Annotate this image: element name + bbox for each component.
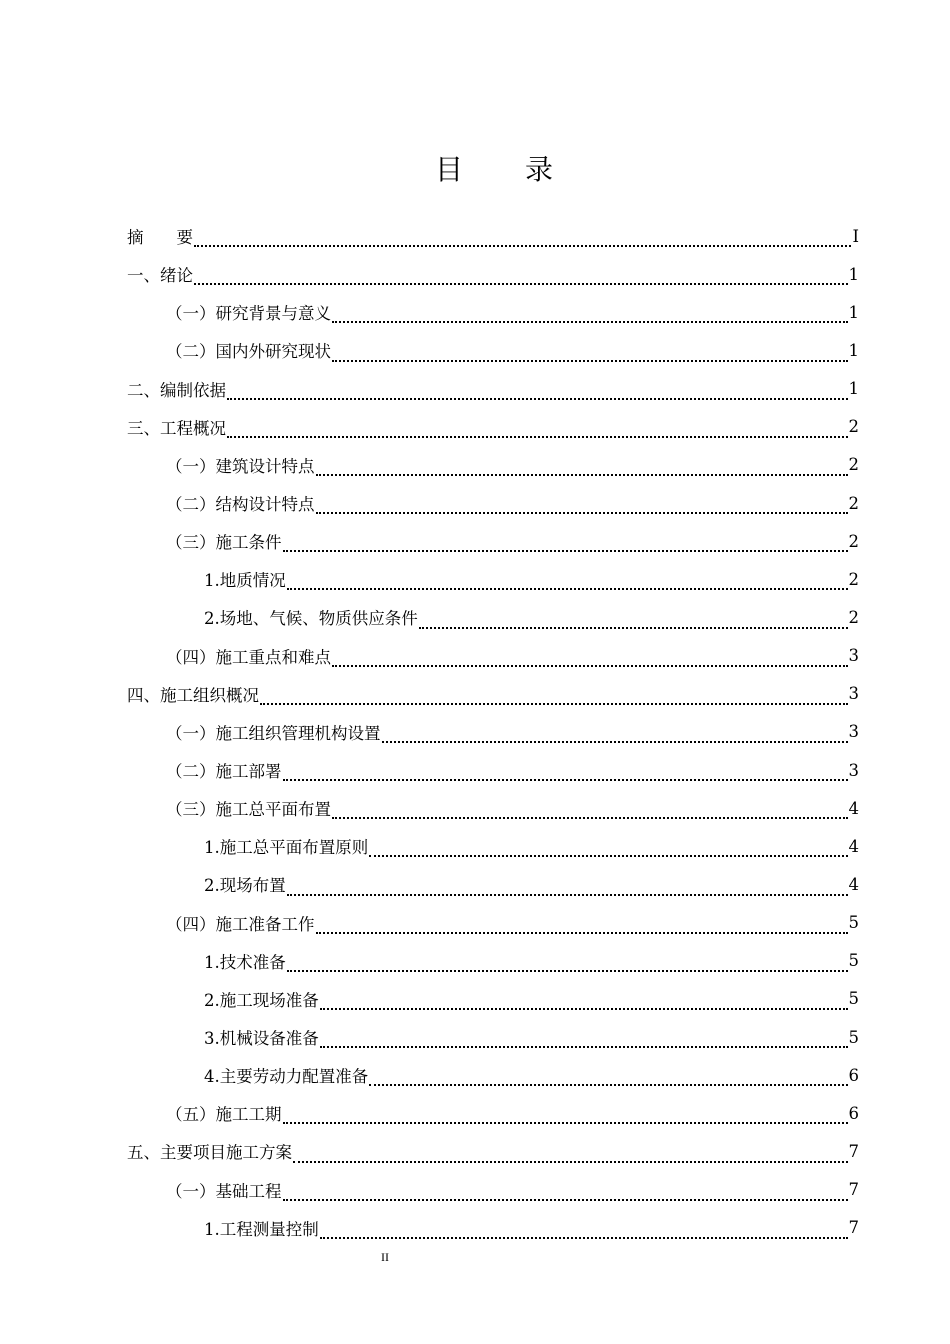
toc-entry-label: 一、绪论	[127, 266, 193, 286]
toc-dot-leader	[194, 259, 848, 285]
toc-entry[interactable]	[0, 637, 950, 675]
toc-entry-label: 四、施工组织概况	[127, 685, 259, 705]
toc-entry-label: （四）施工重点和难点	[166, 647, 331, 667]
toc-entry[interactable]	[0, 1056, 950, 1094]
toc-dot-leader	[287, 564, 848, 590]
toc-dot-leader	[260, 679, 848, 705]
toc-entry-label: （二）结构设计特点	[166, 495, 315, 515]
toc-dot-leader	[316, 488, 848, 514]
toc-entry-label: 摘 要	[127, 228, 193, 248]
toc-entry-label: （一）基础工程	[166, 1181, 282, 1201]
toc-entry-page-number: 2	[848, 455, 859, 475]
toc-entry[interactable]	[0, 1094, 950, 1132]
toc-dot-leader	[287, 870, 848, 896]
toc-entry-label: 1.施工总平面布置原则	[204, 838, 369, 858]
toc-entry-page-number: 3	[848, 646, 859, 666]
toc-dot-leader	[194, 221, 851, 247]
toc-entry-page-number: 2	[848, 417, 859, 437]
toc-entry-page-number: 1	[848, 379, 859, 399]
toc-dot-leader	[283, 1175, 848, 1201]
toc-entry[interactable]	[0, 904, 950, 942]
toc-entry-label: 1.技术准备	[204, 952, 286, 972]
toc-dot-leader	[382, 717, 848, 743]
toc-entry-page-number: 6	[848, 1103, 859, 1123]
toc-entry-label: （三）施工总平面布置	[166, 800, 331, 820]
toc-entry[interactable]	[0, 446, 950, 484]
toc-dot-leader	[316, 450, 848, 476]
table-of-contents	[0, 217, 950, 1247]
toc-entry[interactable]	[0, 293, 950, 331]
toc-entry[interactable]	[0, 331, 950, 369]
toc-entry[interactable]	[0, 255, 950, 293]
toc-entry[interactable]	[0, 522, 950, 560]
toc-entry-label: （五）施工工期	[166, 1105, 282, 1125]
toc-dot-leader	[320, 1022, 848, 1048]
toc-entry-page-number: 6	[848, 1065, 859, 1085]
toc-entry-label: 4.主要劳动力配置准备	[204, 1067, 369, 1087]
toc-dot-leader	[227, 374, 848, 400]
toc-entry-label: 2.现场布置	[204, 876, 286, 896]
toc-dot-leader	[332, 336, 848, 362]
toc-entry-label: 五、主要项目施工方案	[127, 1143, 292, 1163]
toc-entry-page-number: 4	[848, 798, 859, 818]
toc-entry[interactable]	[0, 713, 950, 751]
toc-entry-page-number: 2	[848, 531, 859, 551]
toc-dot-leader	[332, 793, 848, 819]
toc-entry-label: 2.施工现场准备	[204, 990, 319, 1010]
toc-entry-label: 1.地质情况	[204, 571, 286, 591]
toc-dot-leader	[293, 1137, 848, 1163]
toc-dot-leader	[332, 297, 848, 323]
toc-entry[interactable]	[0, 1209, 950, 1247]
toc-entry[interactable]	[0, 484, 950, 522]
toc-entry-label: （三）施工条件	[166, 533, 282, 553]
toc-entry[interactable]	[0, 598, 950, 636]
toc-dot-leader	[320, 1213, 848, 1239]
toc-entry-page-number: 7	[848, 1141, 859, 1161]
toc-entry-page-number: 1	[848, 340, 859, 360]
toc-entry-page-number: 3	[848, 684, 859, 704]
toc-dot-leader	[287, 946, 848, 972]
toc-entry-label: （四）施工准备工作	[166, 914, 315, 934]
toc-dot-leader	[320, 984, 848, 1010]
toc-entry-label: 1.工程测量控制	[204, 1219, 319, 1239]
toc-entry-page-number: 4	[848, 874, 859, 894]
toc-entry[interactable]	[0, 370, 950, 408]
toc-dot-leader	[369, 831, 847, 857]
toc-dot-leader	[283, 526, 848, 552]
toc-entry[interactable]	[0, 675, 950, 713]
toc-entry[interactable]	[0, 865, 950, 903]
toc-entry-page-number: 7	[848, 1218, 859, 1238]
toc-dot-leader	[316, 908, 848, 934]
toc-entry-label: 三、工程概况	[127, 418, 226, 438]
toc-entry[interactable]	[0, 217, 950, 255]
toc-entry-label: 2.场地、气候、物质供应条件	[204, 609, 418, 629]
toc-dot-leader	[227, 412, 848, 438]
toc-entry-page-number: 2	[848, 569, 859, 589]
toc-entry-label: （一）施工组织管理机构设置	[166, 723, 381, 743]
toc-entry-page-number: 2	[848, 607, 859, 627]
toc-entry-page-number: 5	[848, 989, 859, 1009]
toc-entry-label: （二）国内外研究现状	[166, 342, 331, 362]
toc-entry-page-number: 1	[848, 264, 859, 284]
toc-entry[interactable]	[0, 1171, 950, 1209]
toc-entry-label: 二、编制依据	[127, 380, 226, 400]
toc-dot-leader	[369, 1060, 847, 1086]
toc-entry-page-number: 3	[848, 760, 859, 780]
toc-dot-leader	[419, 603, 848, 629]
toc-entry[interactable]	[0, 789, 950, 827]
toc-entry-page-number: 1	[848, 302, 859, 322]
page-number-footer: II	[381, 1250, 389, 1264]
toc-entry[interactable]	[0, 751, 950, 789]
toc-entry-label: （二）施工部署	[166, 762, 282, 782]
toc-entry[interactable]	[0, 1132, 950, 1170]
toc-entry[interactable]	[0, 560, 950, 598]
toc-dot-leader	[332, 641, 848, 667]
toc-entry[interactable]	[0, 942, 950, 980]
toc-entry-page-number: 3	[848, 722, 859, 742]
toc-entry-page-number: 5	[848, 913, 859, 933]
toc-entry-page-number: 7	[848, 1180, 859, 1200]
toc-entry-label: 3.机械设备准备	[204, 1029, 319, 1049]
toc-entry[interactable]	[0, 408, 950, 446]
toc-dot-leader	[283, 755, 848, 781]
toc-entry[interactable]	[0, 980, 950, 1018]
toc-entry-page-number: 5	[848, 951, 859, 971]
toc-entry-label: （一）建筑设计特点	[166, 456, 315, 476]
toc-title: 目 录	[434, 153, 555, 186]
toc-entry-page-number: 5	[848, 1027, 859, 1047]
toc-entry[interactable]	[0, 1018, 950, 1056]
toc-entry-label: （一）研究背景与意义	[166, 304, 331, 324]
toc-dot-leader	[283, 1098, 848, 1124]
toc-entry-page-number: 4	[848, 836, 859, 856]
toc-entry[interactable]	[0, 827, 950, 865]
toc-entry-page-number: I	[852, 226, 859, 246]
toc-entry-page-number: 2	[848, 493, 859, 513]
